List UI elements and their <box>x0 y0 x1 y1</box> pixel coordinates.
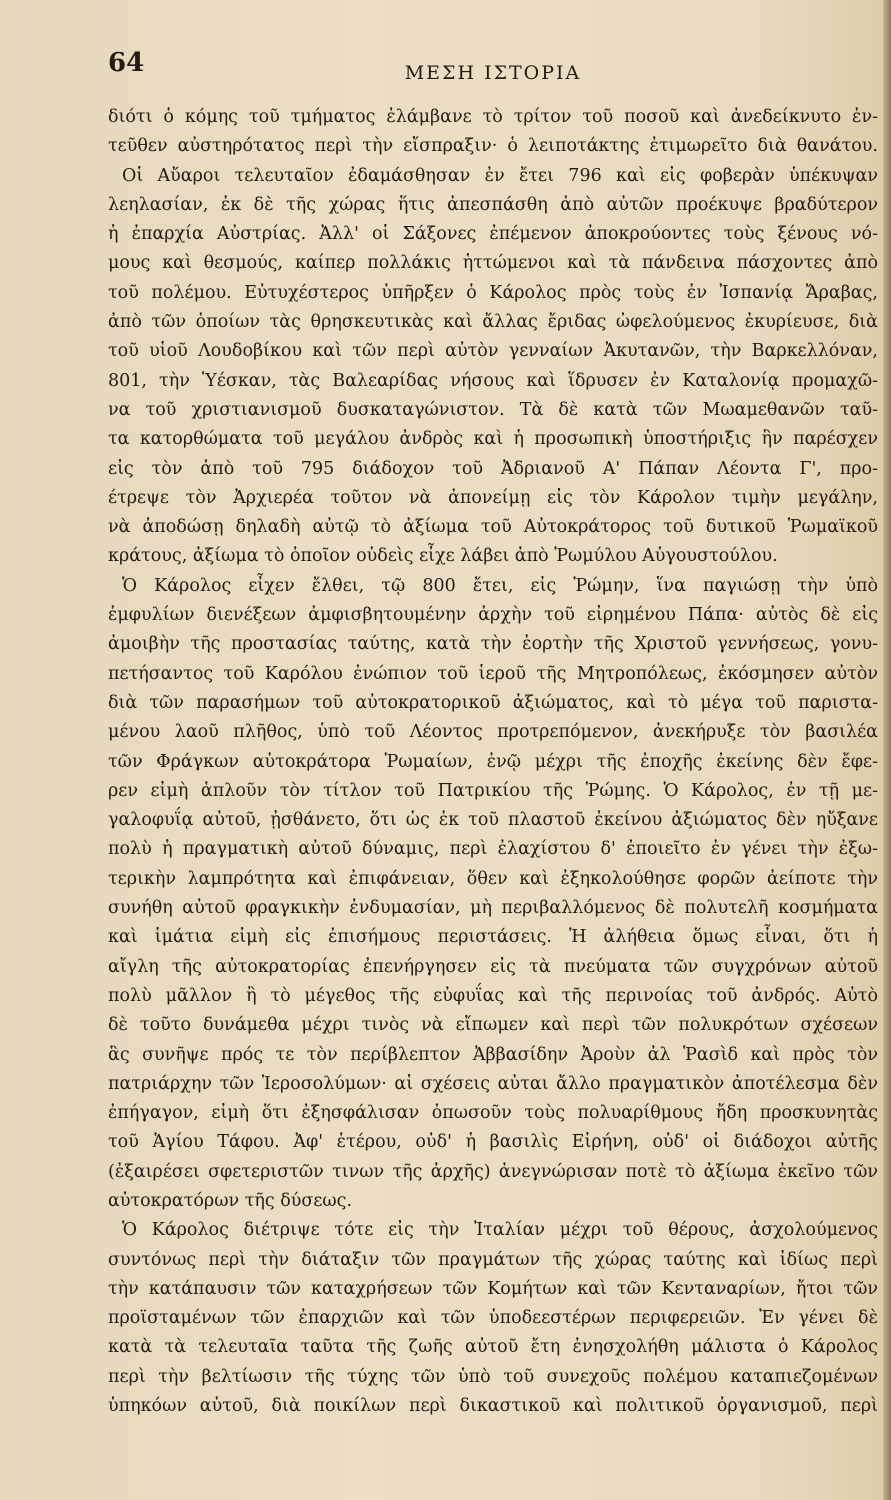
text-line: προϊσταμένων τῶν ἐπαρχιῶν καὶ τῶν ὑποδεεστέρων περιφερειῶν. Ἐν γένει δὲ <box>108 1308 878 1329</box>
text-line: γαλοφυΐᾳ αὐτοῦ, ᾐσθάνετο, ὅτι ὡς ἐκ τοῦ πλαστοῦ ἐκείνου ἀξιώματος δὲν ηὔξανε <box>108 810 878 831</box>
text-line: μους καὶ θεσμούς, καίπερ πολλάκις ἡττώμενοι καὶ τὰ πάνδεινα πάσχοντες ἀπὸ <box>108 253 878 274</box>
text-line: Ὁ Κάρολος εἶχεν ἔλθει, τῷ 800 ἔτει, εἰς Ῥώμην, ἵνα παγιώσῃ τὴν ὑπὸ <box>122 575 878 596</box>
text-line: εἰς τὸν ἀπὸ τοῦ 795 διάδοχον τοῦ Ἀδριανοῦ Α' Πάπαν Λέοντα Γ', προ- <box>108 458 878 479</box>
text-line: διὰ τῶν παρασήμων τοῦ αὐτοκρατορικοῦ ἀξιώματος, καὶ τὸ μέγα τοῦ παριστα- <box>108 692 878 713</box>
text-line: δὲ τοῦτο δυνάμεθα μέχρι τινὸς νὰ εἴπωμεν καὶ περὶ τῶν πολυκρότων σχέσεων <box>108 1015 878 1036</box>
page-edge <box>883 0 891 1500</box>
text-line: ἐμφυλίων διενέξεων ἀμφισβητουμένην ἀρχὴν τοῦ εἰρημένου Πάπα· αὐτὸς δὲ εἰς <box>108 605 878 626</box>
text-line: ἃς συνῆψε πρός τε τὸν περίβλεπτον Ἀββασίδην Ἀροὺν ἀλ Ῥασὶδ καὶ πρὸς τὸν <box>108 1044 878 1065</box>
text-line: κράτους, ἀξίωμα τὸ ὁποῖον οὐδεὶς εἶχε λάβει ἀπὸ Ῥωμύλου Αὐγουστούλου. <box>108 546 778 567</box>
text-line: ὑπηκόων αὐτοῦ, διὰ ποικίλων περὶ δικαστικοῦ καὶ πολιτικοῦ ὀργανισμοῦ, περὶ <box>108 1396 878 1417</box>
text-line: τὴν κατάπαυσιν τῶν καταχρήσεων τῶν Κομήτων καὶ τῶν Κενταναρίων, ἤτοι τῶν <box>108 1278 878 1299</box>
text-line: νὰ ἀποδώσῃ δηλαδὴ αὐτῷ τὸ ἀξίωμα τοῦ Αὐτοκράτορος τοῦ δυτικοῦ Ῥωμαϊκοῦ <box>108 517 878 538</box>
page-number: 64 <box>108 48 145 78</box>
text-line: ἡ ἐπαρχία Αὐστρίας. Ἀλλ' οἱ Σάξονες ἐπέμενον ἀποκρούοντες τοὺς ξένους νό- <box>108 224 878 245</box>
text-line: μένου λαοῦ πλῆθος, ὑπὸ τοῦ Λέοντος προτρεπόμενον, ἀνεκήρυξε τὸν βασιλέα <box>108 722 878 743</box>
text-line: ἐπήγαγον, εἰμὴ ὅτι ἐξησφάλισαν ὁπωσοῦν τοὺς πολυαρίθμους ἤδη προσκυνητὰς <box>108 1103 878 1124</box>
text-line: ἀπὸ τῶν ὁποίων τὰς θρησκευτικὰς καὶ ἄλλας ἔριδας ὠφελούμενος ἐκυρίευσε, διὰ <box>108 312 878 333</box>
text-line: Οἱ Αὔαροι τελευταῖον ἐδαμάσθησαν ἐν ἔτει 796 καὶ εἰς φοβερὰν ὑπέκυψαν <box>122 165 878 186</box>
page-header <box>108 48 878 88</box>
text-line: συντόνως περὶ τὴν διάταξιν τῶν πραγμάτων τῆς χώρας ταύτης καὶ ἰδίως περὶ <box>108 1249 878 1270</box>
text-line: λεηλασίαν, ἐκ δὲ τῆς χώρας ἥτις ἀπεσπάσθη ἀπὸ αὐτῶν προέκυψε βραδύτερον <box>108 194 878 215</box>
text-line: αὐτοκρατόρων τῆς δύσεως. <box>108 1190 353 1211</box>
text-line: πετήσαντος τοῦ Καρόλου ἐνώπιον τοῦ ἱεροῦ τῆς Μητροπόλεως, ἐκόσμησεν αὐτὸν <box>108 663 878 684</box>
text-line: τοῦ Ἁγίου Τάφου. Ἀφ' ἑτέρου, οὐδ' ἡ βασιλὶς Εἰρήνη, οὐδ' οἱ διάδοχοι αὐτῆς <box>108 1132 878 1153</box>
text-line: τῶν Φράγκων αὐτοκράτορα Ῥωμαίων, ἐνῷ μέχρι τῆς ἐποχῆς ἐκείνης δὲν ἔφε- <box>108 751 878 772</box>
text-line: να τοῦ χριστιανισμοῦ δυσκαταγώνιστον. Τὰ δὲ κατὰ τῶν Μωαμεθανῶν ταῦ- <box>108 399 878 420</box>
text-line: (ἐξαιρέσει σφετεριστῶν τινων τῆς ἀρχῆς) ἀνεγνώρισαν ποτὲ τὸ ἀξίωμα ἐκεῖνο τῶν <box>108 1161 878 1182</box>
text-line: πολὺ ἡ πραγματικὴ αὐτοῦ δύναμις, περὶ ἐλαχίστου δ' ἐποιεῖτο ἐν γένει τὴν ἐξω- <box>108 839 878 860</box>
text-line: ρεν εἰμὴ ἁπλοῦν τὸν τίτλον τοῦ Πατρικίου τῆς Ῥώμης. Ὁ Κάρολος, ἐν τῇ με- <box>108 780 878 801</box>
text-line: τερικὴν λαμπρότητα καὶ ἐπιφάνειαν, ὅθεν καὶ ἐξηκολούθησε φορῶν ἀείποτε τὴν <box>108 868 878 889</box>
text-line: ἀμοιβὴν τῆς προστασίας ταύτης, κατὰ τὴν ἑορτὴν τῆς Χριστοῦ γεννήσεως, γονυ- <box>108 634 878 655</box>
text-line: κατὰ τὰ τελευταῖα ταῦτα τῆς ζωῆς αὐτοῦ ἔτη ἐνησχολήθη μάλιστα ὁ Κάρολος <box>108 1337 878 1358</box>
text-line: τοῦ πολέμου. Εὐτυχέστερος ὑπῆρξεν ὁ Κάρολος πρὸς τοὺς ἐν Ἰσπανίᾳ Ἄραβας, <box>108 282 878 303</box>
text-line: πατριάρχην τῶν Ἱεροσολύμων· αἱ σχέσεις αὐται ἄλλο πραγματικὸν ἀποτέλεσμα δὲν <box>108 1073 878 1094</box>
text-line: τα κατορθώματα τοῦ μεγάλου ἀνδρὸς καὶ ἡ προσωπικὴ ὑποστήριξις ἣν παρέσχεν <box>108 429 878 450</box>
text-line: καὶ ἱμάτια εἰμὴ εἰς ἐπισήμους περιστάσεις. Ἡ ἀλήθεια ὅμως εἶναι, ὅτι ἡ <box>108 927 878 948</box>
text-line: 801, τὴν Ὑέσκαν, τὰς Βαλεαρίδας νήσους καὶ ἵδρυσεν ἐν Καταλονίᾳ προμαχῶ- <box>108 370 878 391</box>
running-title: ΜΕΣΗ ΙΣΤΟΡΙΑ <box>404 62 582 84</box>
text-line: τεῦθεν αὐστηρότατος περὶ τὴν εἴσπραξιν· ὁ λειποτάκτης ἐτιμωρεῖτο διὰ θανάτου. <box>108 136 878 157</box>
text-line: τοῦ υἱοῦ Λουδοβίκου καὶ τῶν περὶ αὐτὸν γενναίων Ἀκυτανῶν, τὴν Βαρκελλόναν, <box>108 341 878 362</box>
body-text <box>108 103 878 1421</box>
text-line: πολὺ μᾶλλον ἢ τὸ μέγεθος τῆς εὐφυΐας καὶ τῆς περινοίας τοῦ ἀνδρός. Αὐτὸ <box>108 985 878 1006</box>
text-line: αἴγλη τῆς αὐτοκρατορίας ἐπενήργησεν εἰς τὰ πνεύματα τῶν συγχρόνων αὐτοῦ <box>108 956 878 977</box>
text-line: Ὁ Κάρολος διέτριψε τότε εἰς τὴν Ἰταλίαν μέχρι τοῦ θέρους, ἀσχολούμενος <box>122 1220 878 1241</box>
text-line: έτρεψε τὸν Ἀρχιερέα τοῦτον νὰ ἀπονείμῃ εἰς τὸν Κάρολον τιμὴν μεγάλην, <box>108 487 878 508</box>
text-line: συνήθη αὐτοῦ φραγκικὴν ἐνδυμασίαν, μὴ περιβαλλόμενος δὲ πολυτελῆ κοσμήματα <box>108 898 878 919</box>
text-line: διότι ὁ κόμης τοῦ τμήματος ἐλάμβανε τὸ τρίτον τοῦ ποσοῦ καὶ ἀνεδείκνυτο ἐν- <box>108 107 878 127</box>
text-line: περὶ τὴν βελτίωσιν τῆς τύχης τῶν ὑπὸ τοῦ συνεχοῦς πολέμου καταπιεζομένων <box>108 1366 878 1387</box>
